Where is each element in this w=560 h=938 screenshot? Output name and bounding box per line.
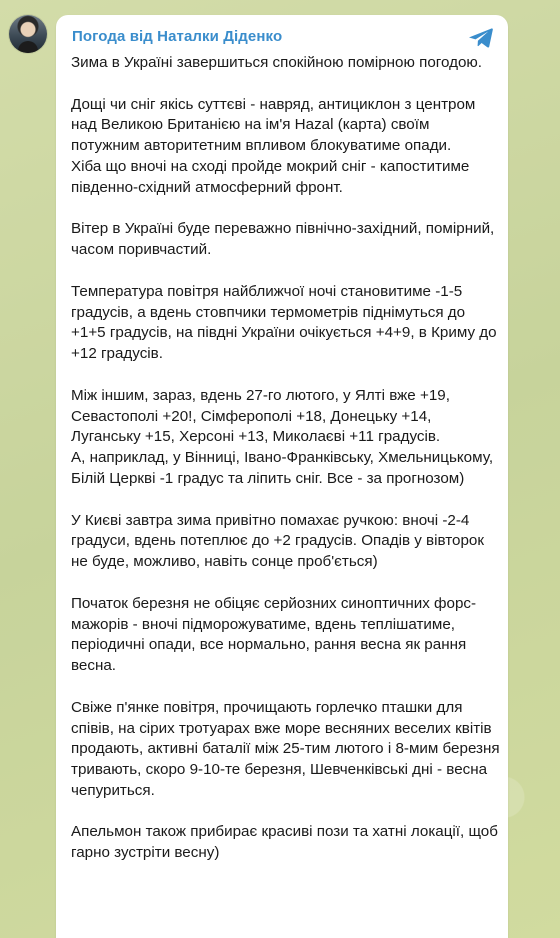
message-paragraph: Дощі чи сніг якісь суттєві - навряд, антициклон з центром над Великою Британією на ім'я Hazal (карта) своїм потужним авторитетним впливом блокуватиме опади. — [71, 95, 476, 155]
message-paragraph: А, наприклад, у Вінниці, Івано-Франківську, Хмельницькому, Білій Церкві -1 градус та ліпить сніг. Все - за прогнозом) — [71, 449, 494, 487]
message-text — [71, 53, 501, 885]
telegram-share-icon[interactable] — [468, 27, 494, 49]
message-paragraph: Хіба що вночі на сході пройде мокрий сніг - капоститиме південно-східний атмосферний фронт. — [71, 157, 470, 196]
channel-avatar[interactable] — [9, 15, 47, 53]
message-paragraph: Між іншим, зараз, вдень 27-го лютого, у Ялті вже +19, Севастополі +20!, Сімферополі +18, Донецьку +14, Луганську +15, Херсоні +13, Миколаєві +11 градусів. — [71, 386, 450, 446]
message-paragraph: Апельмон також прибирає красиві пози та хатні локації, щоб гарно зустріти весну) — [71, 823, 498, 862]
message-bubble — [56, 15, 508, 938]
message-paragraph: Вітер в Україні буде переважно північно-західний, помірний, часом поривчастий. — [71, 220, 495, 259]
channel-name[interactable]: Погода від Наталки Діденко — [72, 28, 283, 45]
message-paragraph: Температура повітря найближчої ночі становитиме -1-5 градусів, а вдень стовпчики термометрів піднімуться до +1+5 градусів, на півдні України очікується +4+9, в Криму до +12 градусів. — [71, 282, 497, 363]
message-paragraph: Зима в Україні завершиться спокійною помірною погодою. — [71, 54, 483, 71]
message-paragraph: У Києві завтра зима привітно помахає ручкою: вночі -2-4 градуси, вдень потеплює до +2 градусів. Опадів у вівторок не буде, можливо, навіть сонце проб'ється) — [71, 511, 484, 571]
message-paragraph: Початок березня не обіцяє серйозних синоптичних форс-мажорів - вночі підморожуватиме, вдень теплішатиме, періодичні опади, все нормально, рання весна як рання весна. — [71, 594, 477, 675]
message-paragraph: Свіже п'янке повітря, прочищають горлечко пташки для співів, на сірих тротуарах вже море весняних веселих квітів продають, активні баталії між 25-тим лютого і 8-мим березня тривають, скоро 9-10-те березня, Шевченківські дні - весна чепуриться. — [71, 698, 500, 799]
